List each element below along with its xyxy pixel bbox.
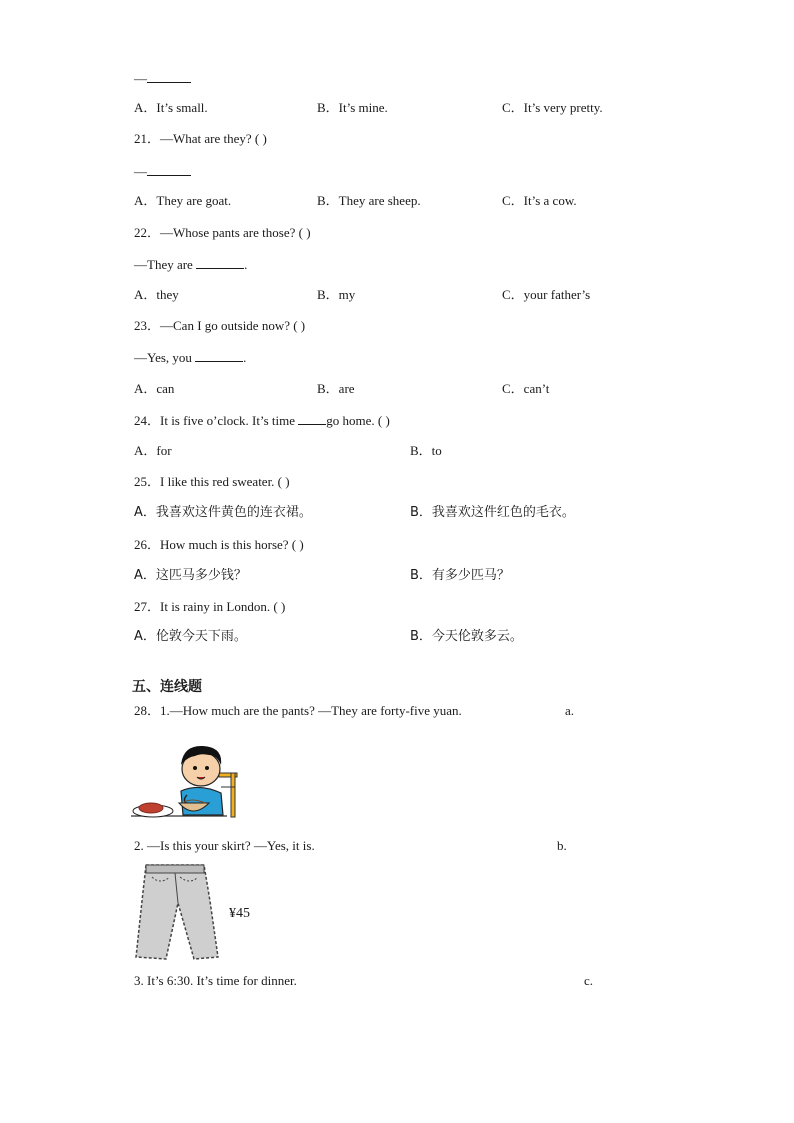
q27-option-a: A．伦敦今天下雨。: [134, 629, 247, 644]
q20-option-b: B．It’s mine.: [317, 100, 388, 115]
q26-option-a: A．这匹马多少钱？: [134, 568, 247, 583]
q22-answer-prefix: —They are: [134, 257, 197, 272]
q27-option-b: B．今天伦敦多云。: [410, 629, 523, 644]
q25-option-a: A．我喜欢这件黄色的连衣裙。: [134, 505, 312, 520]
q22-answer-blank: [196, 256, 244, 269]
q24-question: [134, 412, 390, 429]
q24-option-a: A．for: [134, 443, 172, 458]
q20-answer-dash: —: [134, 71, 147, 86]
q25-question: 25．I like this red sweater. ( ): [134, 474, 290, 489]
q24-question-suffix: go home. ( ): [326, 413, 390, 428]
q20-answer-line: [134, 70, 191, 87]
q22-answer-line: [134, 256, 247, 273]
q21-option-c: C．It’s a cow.: [502, 193, 577, 208]
q21-option-a: A．They are goat.: [134, 193, 232, 208]
q24-question-prefix: 24．It is five o’clock. It’s time: [134, 413, 299, 428]
q21-answer-line: [134, 163, 191, 180]
q21-answer-dash: —: [134, 164, 147, 179]
q20-option-c: C．It’s very pretty.: [502, 100, 603, 115]
q23-question: 23．—Can I go outside now? ( ): [134, 318, 306, 333]
q20-answer-blank: [147, 70, 191, 83]
q23-answer-prefix: —Yes, you: [134, 350, 196, 365]
q24-option-b: B．to: [410, 443, 442, 458]
q28-item-2: 2. —Is this your skirt? —Yes, it is.: [134, 838, 315, 853]
q28-letter-c: c.: [584, 973, 594, 988]
q22-option-a: A．they: [134, 287, 179, 302]
q28-item-1: 28．1.—How much are the pants? —They are forty-five yuan.: [134, 703, 462, 718]
q28-item-3: 3. It’s 6:30. It’s time for dinner.: [134, 973, 297, 988]
boy-eating-illustration: [131, 743, 243, 821]
q23-option-a: A．can: [134, 381, 175, 396]
q23-option-b: B．are: [317, 381, 355, 396]
q23-answer-line: [134, 349, 246, 366]
pants-illustration: [132, 861, 222, 963]
q28-letter-b: b.: [557, 838, 567, 853]
q24-question-blank: [298, 412, 326, 425]
q22-option-c: C．your father’s: [502, 287, 591, 302]
q23-option-c: C．can’t: [502, 381, 550, 396]
price-label: ¥45: [229, 906, 250, 921]
q28-letter-a: a.: [565, 703, 575, 718]
q26-option-b: B．有多少匹马？: [410, 568, 510, 583]
q22-answer-suffix: .: [244, 257, 248, 272]
q23-answer-suffix: .: [243, 350, 247, 365]
q22-option-b: B．my: [317, 287, 356, 302]
q21-answer-blank: [147, 163, 191, 176]
q26-question: 26．How much is this horse? ( ): [134, 537, 304, 552]
q21-option-b: B．They are sheep.: [317, 193, 421, 208]
section-title: 五、连线题: [132, 679, 202, 695]
q22-question: 22．—Whose pants are those? ( ): [134, 225, 311, 240]
q20-option-a: A．It’s small.: [134, 100, 208, 115]
q23-answer-blank: [195, 349, 243, 362]
q21-question: 21．—What are they? ( ): [134, 131, 267, 146]
q25-option-b: B．我喜欢这件红色的毛衣。: [410, 505, 575, 520]
q27-question: 27．It is rainy in London. ( ): [134, 599, 286, 614]
